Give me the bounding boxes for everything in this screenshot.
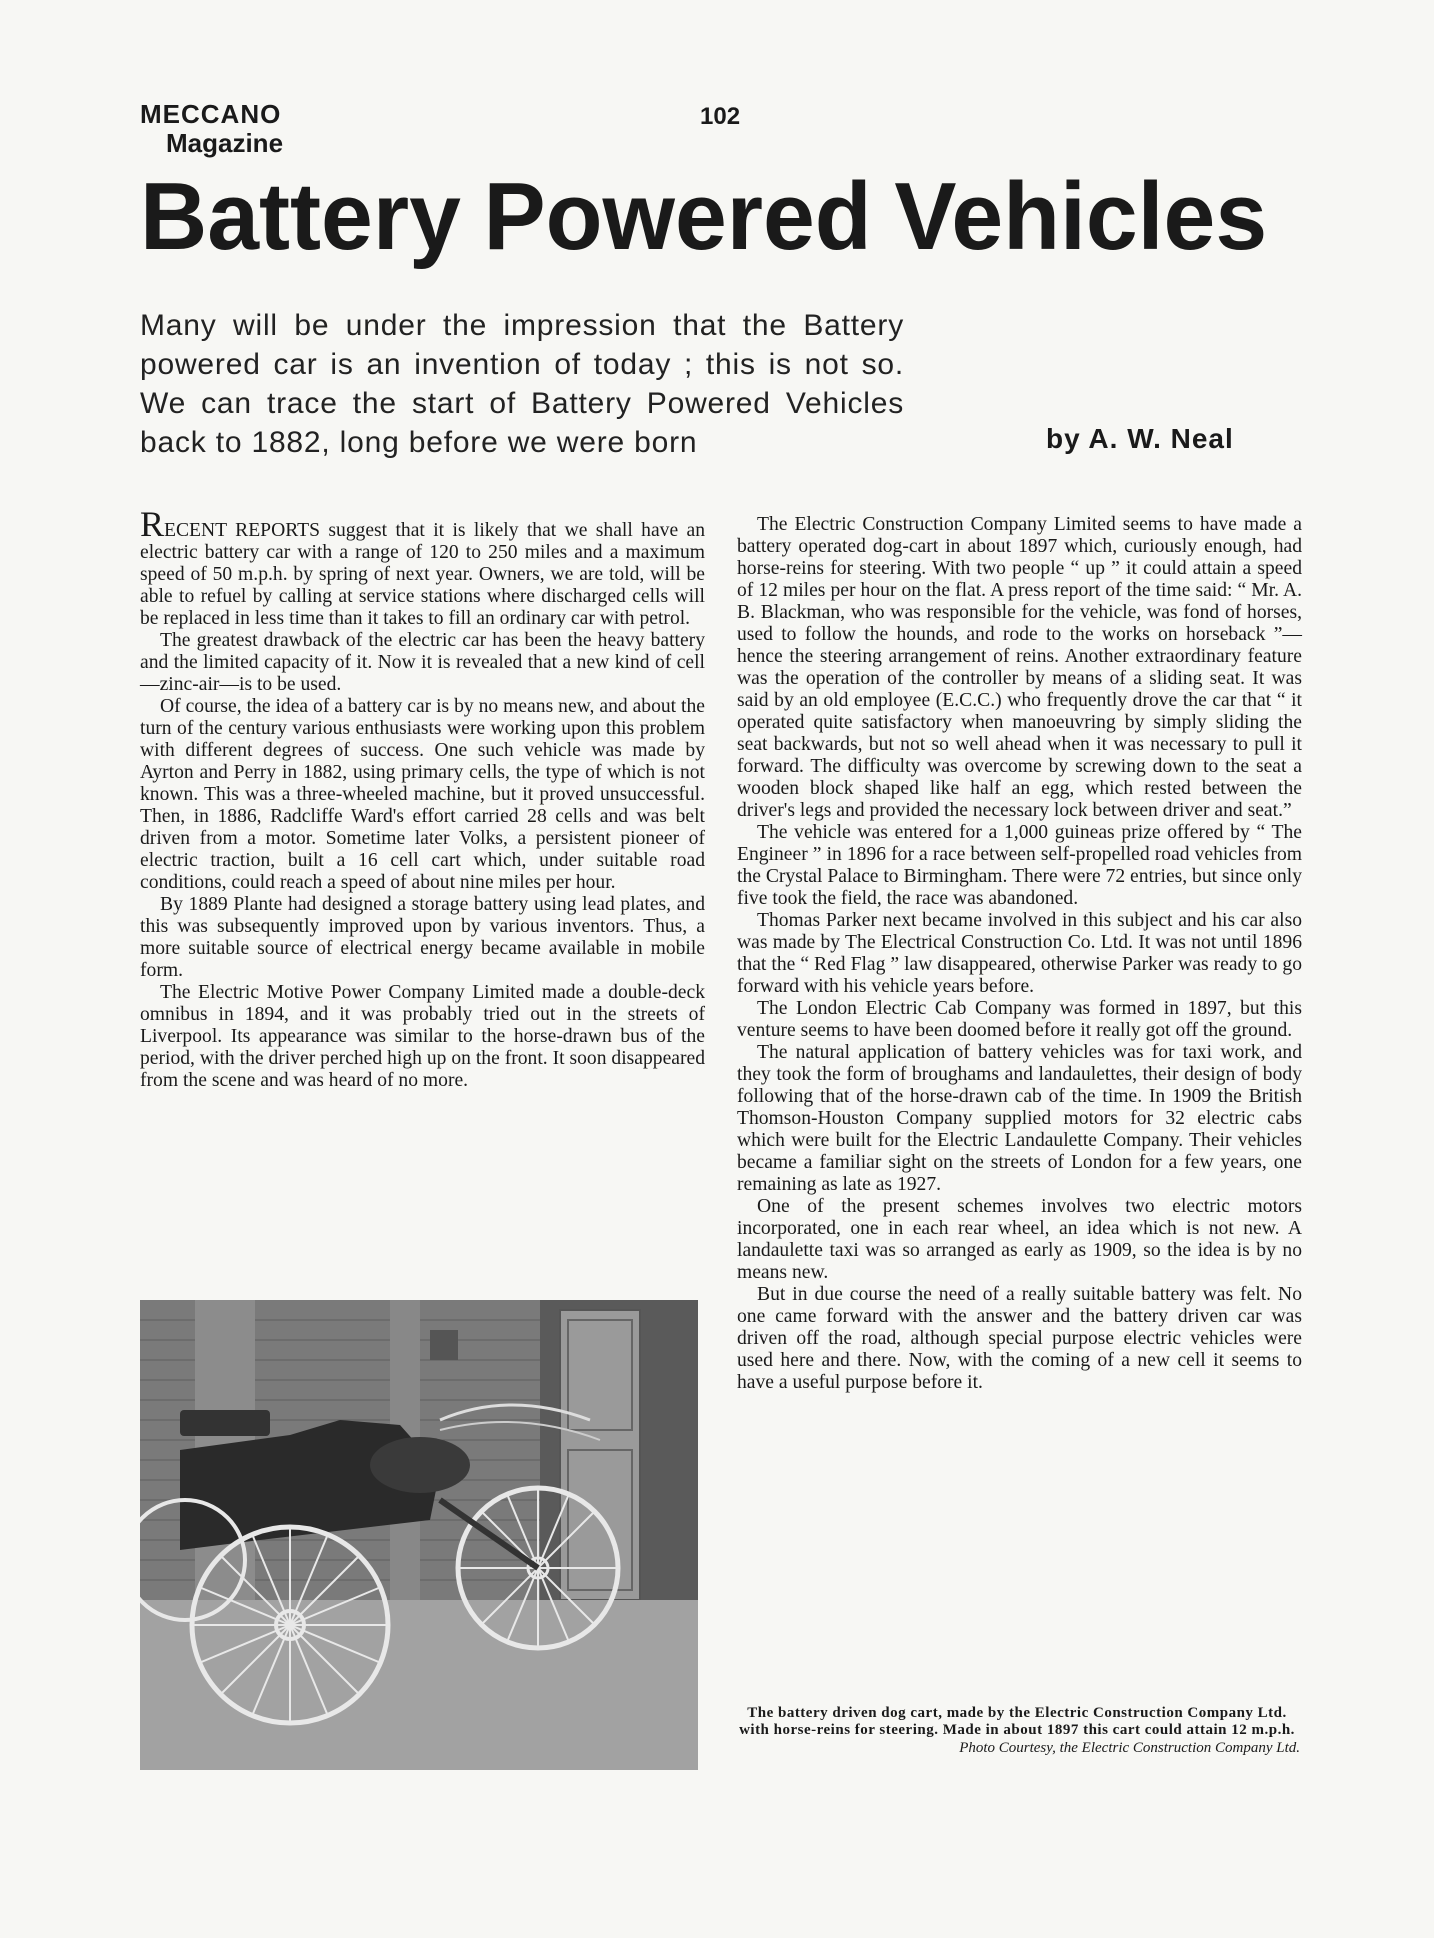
caption-text: The battery driven dog cart, made by the Electric Construction Company Ltd. with horse-reins for steering. Made in about 1897 this cart could attain 12 m.p.h. — [739, 1705, 1295, 1738]
body-paragraph: The London Electric Cab Company was formed in 1897, but this venture seems to have been doomed before it really got off the ground. — [737, 998, 1302, 1041]
byline: by A. W. Neal — [1046, 423, 1234, 454]
body-paragraph: The vehicle was entered for a 1,000 guineas prize offered by “ The Engineer ” in 1896 for a race between self-propelled road vehicles from the Crystal Palace to Birmingham. There were 72 entries, but since only five took the field, the race was abandoned. — [737, 822, 1302, 909]
dog-cart-illustration — [140, 1300, 698, 1770]
title-word: Powered — [483, 163, 872, 270]
page-number: 102 — [700, 103, 741, 130]
drop-cap: R — [140, 504, 165, 544]
body-paragraph: The natural application of battery vehicles was for taxi work, and they took the form of broughams and landaulettes, their design of body following that of the horse-drawn cab of the time. In 1909 the British Thomson-Houston Company supplied motors for 32 electric cabs which were built for the Electric Landaulette Company. Their vehicles became a familiar sight on the streets of London for a few years, one remaining as late as 1927. — [737, 1042, 1302, 1195]
intro-paragraph: Many will be under the impression that the Battery powered car is an invention of today ; this is not so. We can trace the start of Battery Powered Vehicles back to 1882, long before we were born — [140, 309, 904, 459]
first-paragraph-text: ECENT REPORTS suggest that it is likely that we shall have an electric battery car with a range of 120 to 250 miles and a maximum speed of 50 m.p.h. by spring of next year. Owners, we are told, will be able to refuel by calling at service stations where discharged cells will be replaced in less time than it takes to fill an ordinary car with petrol. — [140, 520, 705, 629]
masthead — [140, 100, 283, 158]
masthead-line2: Magazine — [166, 128, 284, 158]
masthead-line1: MECCANO — [140, 99, 282, 129]
body-paragraph: The greatest drawback of the electric car has been the heavy battery and the limited capacity of it. Now it is revealed that a new kind of cell—zinc-air—is to be used. — [140, 630, 705, 695]
title-word: Battery — [140, 163, 461, 270]
body-paragraph — [140, 504, 705, 630]
body-paragraph: But in due course the need of a really suitable battery was felt. No one came forward with the answer and the battery driven car was driven off the road, although special purpose electric vehicles were used here and there. Now, with the coming of a new cell it seems to have a useful purpose before it. — [737, 1284, 1302, 1393]
body-paragraph: Of course, the idea of a battery car is by no means new, and about the turn of the century various enthusiasts were working upon this problem with different degrees of success. One such vehicle was made by Ayrton and Perry in 1882, using primary cells, the type of which is not known. This was a three-wheeled machine, but it proved unsuccessful. Then, in 1886, Radcliffe Ward's effort carried 28 cells and was belt driven from a motor. Sometime later Volks, a persistent pioneer of electric traction, built a 16 cell cart which, under suitable road conditions, could reach a speed of about nine miles per hour. — [140, 696, 705, 893]
left-column — [140, 504, 705, 1092]
body-paragraph: By 1889 Plante had designed a storage battery using lead plates, and this was subsequently improved upon by various inventors. Thus, a more suitable source of electrical energy became available in mobile form. — [140, 894, 705, 981]
body-paragraph: The Electric Motive Power Company Limited made a double-deck omnibus in 1894, and it was probably tried out in the streets of Liverpool. Its appearance was similar to the horse-drawn bus of the period, with the driver perched high up on the front. It soon disappeared from the scene and was heard of no more. — [140, 982, 705, 1091]
right-column — [737, 514, 1302, 1394]
photo-credit: Photo Courtesy, the Electric Construction Company Ltd. — [959, 1740, 1300, 1756]
body-paragraph: One of the present schemes involves two electric motors incorporated, one in each rear wheel, an idea which is not new. A landaulette taxi was so arranged as early as 1909, so the idea is by no means new. — [737, 1196, 1302, 1283]
article-title — [140, 162, 1267, 272]
photo-caption — [734, 1705, 1300, 1757]
dog-cart-photo — [140, 1300, 698, 1770]
body-paragraph: The Electric Construction Company Limited seems to have made a battery operated dog-cart in about 1897 which, curiously enough, had horse-reins for steering. With two people “ up ” it could attain a speed of 12 miles per hour on the flat. A press report of the time said: “ Mr. A. B. Blackman, who was responsible for the vehicle, was fond of horses, used to follow the hounds, and rode to the works on horseback ”—hence the steering arrangement of reins. Another extraordinary feature was the operation of the controller by means of a sliding seat. It was said by an old employee (E.C.C.) who frequently drove the car that “ it operated quite satisfactory when manoeuvring by simply sliding the seat backwards, but not so well ahead when it was necessary to pull it forward. The difficulty was overcome by screwing down to the seat a wooden block shaped like half an egg, which rested between the driver's legs and provided the necessary lock between driver and seat.” — [737, 514, 1302, 821]
body-paragraph: Thomas Parker next became involved in this subject and his car also was made by The Electrical Construction Co. Ltd. It was not until 1896 that the “ Red Flag ” law disappeared, otherwise Parker was ready to go forward with his vehicle years before. — [737, 910, 1302, 997]
title-word: Vehicles — [894, 163, 1268, 270]
